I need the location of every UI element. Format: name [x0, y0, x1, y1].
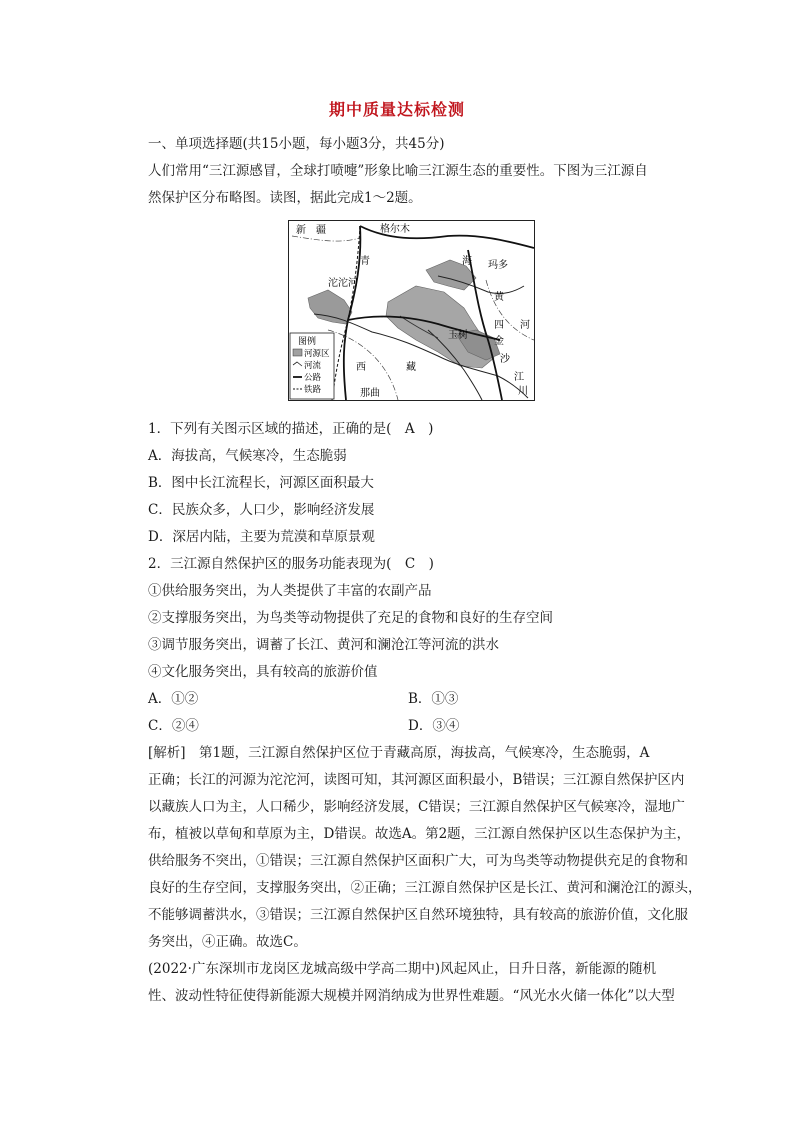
q2-item-2: ②支撑服务突出，为鸟类等动物提供了充足的食物和良好的生存空间 — [148, 610, 553, 626]
label-naqu: 那曲 — [360, 388, 380, 399]
label-qing: 青 — [360, 256, 370, 267]
map-figure — [288, 220, 535, 401]
q2-option-a: A．①② — [148, 691, 199, 707]
label-si: 四 — [494, 320, 504, 331]
label-xi: 西 — [356, 362, 366, 373]
q1-option-b: B．图中长江流程长，河源区面积最大 — [148, 475, 374, 491]
label-maduo: 玛多 — [488, 260, 508, 271]
q2-item-3: ③调节服务突出，调蓄了长江、黄河和澜沧江等河流的洪水 — [148, 637, 499, 653]
q1-stem: 1．下列有关图示区域的描述，正确的是( A ) — [148, 421, 434, 437]
legend-river: 河流 — [304, 361, 322, 371]
sanjiangyuan-map — [288, 220, 535, 401]
analysis-line-4: 布，植被以草甸和草原为主，D错误。故选A。第2题，三江源自然保护区以生态保护为主， — [148, 826, 691, 842]
q1-option-c: C．民族众多，人口少，影响经济发展 — [148, 502, 375, 518]
label-sha: 沙 — [500, 354, 510, 365]
next-passage-line-2: 性、波动性特征使得新能源大规模并网消纳成为世界性难题。“风光水火储一体化”以大型 — [148, 988, 675, 1004]
analysis-line-2: 正确；长江的河源为沱沱河，读图可知，其河源区面积最小，B错误；三江源自然保护区内 — [148, 772, 685, 788]
label-zang: 藏 — [406, 362, 416, 373]
map-legend — [290, 333, 334, 399]
q2-option-d: D．③④ — [408, 718, 460, 734]
label-huang: 黄 — [494, 292, 504, 303]
label-xin: 新 — [296, 225, 306, 236]
intro-line-2: 然保护区分布略图。读图，据此完成1～2题。 — [148, 190, 422, 206]
legend-railway: 铁路 — [304, 385, 322, 395]
intro-line-1: 人们常用“三江源感冒，全球打喷嚏”形象比喻三江源生态的重要性。下图为三江源自 — [148, 163, 648, 179]
section-header: 一、单项选择题(共15小题，每小题3分，共45分) — [148, 136, 445, 152]
label-he: 河 — [520, 320, 530, 331]
label-hai: 海 — [462, 256, 472, 267]
label-yushu: 玉树 — [448, 330, 468, 341]
analysis-line-6: 良好的生存空间，支撑服务突出，②正确；三江源自然保护区是长江、黄河和澜沧江的源头， — [148, 880, 702, 896]
label-jin: 金 — [494, 336, 504, 347]
analysis-line-8: 务突出，④正确。故选C。 — [148, 934, 307, 950]
label-chuan: 川 — [518, 386, 528, 397]
label-jiang-xinjiang: 疆 — [316, 225, 326, 236]
q2-option-b: B．①③ — [408, 691, 459, 707]
q1-option-d: D．深居内陆，主要为荒漠和草原景观 — [148, 529, 375, 545]
page-title: 期中质量达标检测 — [328, 100, 465, 119]
q2-item-4: ④文化服务突出，具有较高的旅游价值 — [148, 664, 378, 680]
q2-stem: 2．三江源自然保护区的服务功能表现为( C ) — [148, 556, 434, 572]
analysis-line-5: 供给服务不突出，①错误；三江源自然保护区面积广大，可为鸟类等动物提供充足的食物和 — [148, 853, 688, 869]
legend-road: 公路 — [304, 373, 322, 383]
analysis-line-1: [解析] 第1题，三江源自然保护区位于青藏高原，海拔高，气候寒冷，生态脆弱，A — [148, 745, 650, 761]
legend-source-region: 河源区 — [304, 349, 330, 359]
label-tuotuohe: 沱沱河 — [328, 278, 358, 289]
legend-title: 图例 — [298, 337, 317, 347]
analysis-line-3: 以藏族人口为主，人口稀少，影响经济发展，C错误；三江源自然保护区气候寒冷，湿地广 — [148, 799, 685, 815]
label-jiang: 江 — [514, 372, 524, 383]
q1-option-a: A．海拔高，气候寒冷，生态脆弱 — [148, 448, 347, 464]
next-passage-line-1: (2022·广东深圳市龙岗区龙城高级中学高二期中)风起风止，日升日落，新能源的随机 — [148, 961, 657, 977]
q2-item-1: ①供给服务突出，为人类提供了丰富的农副产品 — [148, 583, 432, 599]
label-geermu: 格尔木 — [380, 224, 410, 235]
analysis-line-7: 不能够调蓄洪水，③错误；三江源自然保护区自然环境独特，具有较高的旅游价值，文化服 — [148, 907, 688, 923]
q2-option-c: C．②④ — [148, 718, 199, 734]
